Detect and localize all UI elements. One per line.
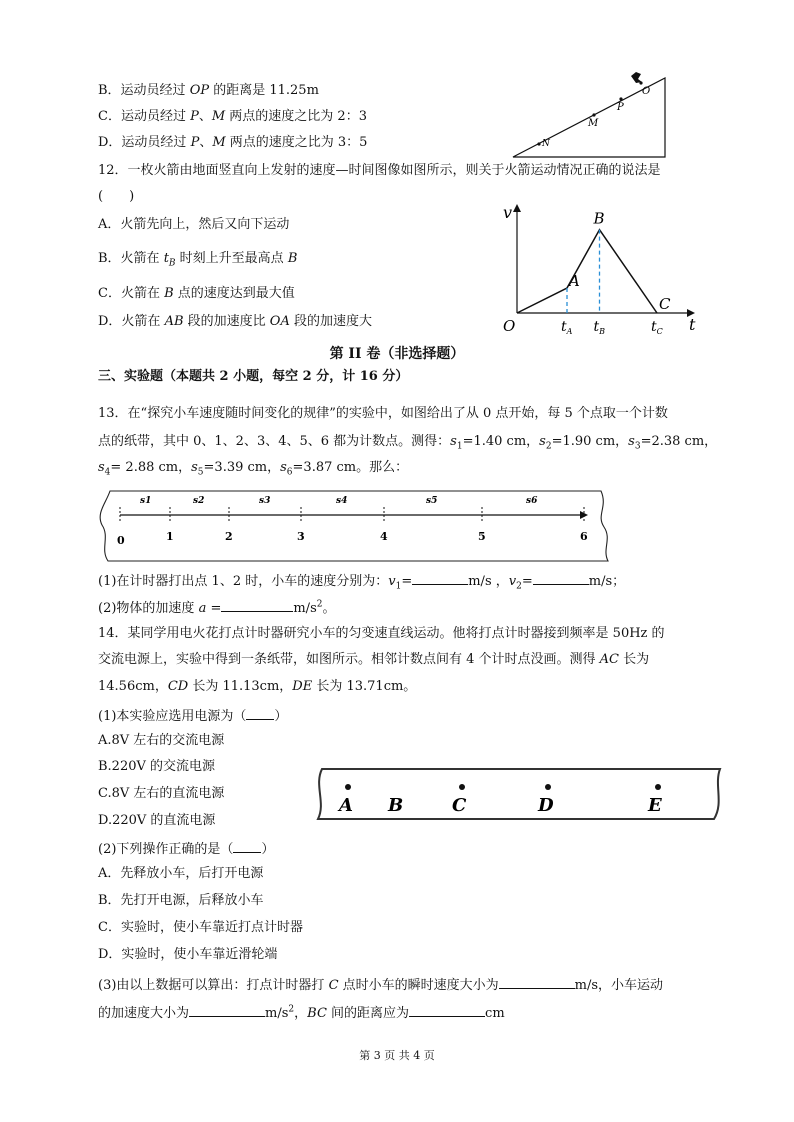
tick-label-tc: $t_C$ xyxy=(651,319,663,336)
segment-s6: s6 xyxy=(526,496,538,506)
q13-paper-tape xyxy=(96,487,616,565)
answer-blank-accel[interactable] xyxy=(189,1002,265,1017)
velocity-series-line xyxy=(517,230,657,313)
label-o: O xyxy=(642,86,651,97)
answer-blank-v1[interactable] xyxy=(412,570,468,585)
segment-s2: s2 xyxy=(193,496,205,506)
point-n xyxy=(537,142,540,145)
answer-blank-v2[interactable] xyxy=(533,570,589,585)
answer-blank-a[interactable] xyxy=(221,597,293,612)
v-axis-arrow xyxy=(513,204,521,212)
q13-sub1: (1)在计时器打出点 1、2 时，小车的速度分别为：$v_1= m/s$ ，$v_2= m/s$； xyxy=(98,570,625,591)
q14-line2: 交流电源上，实验中得到一条纸带，如图所示。相邻计数点间有 4 个计时点没画。测得 AC 长为 xyxy=(98,652,650,667)
q12-paren: ( ) xyxy=(98,189,135,204)
tape-point-2: 2 xyxy=(225,530,233,543)
q12-option-d: D．火箭在 AB 段的加速度比 OA 段的加速度大 xyxy=(98,314,372,329)
skier-icon xyxy=(631,72,642,83)
tape-point-5: 5 xyxy=(478,530,486,543)
tape-point-3: 3 xyxy=(297,530,305,543)
q14-line1: 14．某同学用电火花打点计时器研究小车的匀变速直线运动。他将打点计时器接到频率是 50Hz 的 xyxy=(98,626,665,641)
t-axis-label: t xyxy=(689,315,696,334)
tape-dot-d xyxy=(545,784,551,790)
q14-q1-option-b: B.220V 的交流电源 xyxy=(98,759,216,774)
q11-option-d: D．运动员经过 P、M 两点的速度之比为 3：5 xyxy=(98,135,368,150)
q12-option-b: B．火箭在 $t_B$ 时刻上升至最高点 B xyxy=(98,251,298,269)
tape-label-d: D xyxy=(538,795,554,816)
q14-q3-line1: (3)由以上数据可以算出：打点计时器打 C 点时小车的瞬时速度大小为 m/s，小车运动 xyxy=(98,974,663,995)
tick-label-tb: $t_B$ xyxy=(593,319,606,336)
tape-point-6: 6 xyxy=(580,530,588,543)
q14-q3-line2: 的加速度大小为 $m/s^2$，BC 间的距离应为 cm xyxy=(98,1002,505,1023)
point-label-o: O xyxy=(503,317,516,335)
q12-option-c: C．火箭在 B 点的速度达到最大值 xyxy=(98,286,295,301)
label-m: M xyxy=(588,118,599,129)
q14-paper-tape xyxy=(296,763,724,833)
tape-point-1: 1 xyxy=(166,530,174,543)
q14-q2-option-b: B．先打开电源，后释放小车 xyxy=(98,893,264,908)
q13-line2: 点的纸带，其中 0、1、2、3、4、5、6 都为计数点。测得：$s_1=1.40$ cm，$s_2=1.90$ cm，$s_3=2.38$ cm， xyxy=(98,434,718,452)
q14-q1-option-a: A.8V 左右的交流电源 xyxy=(98,733,225,748)
point-label-b: B xyxy=(593,209,605,228)
page-footer: 第 3 页 共 4 页 xyxy=(359,1049,435,1062)
q12-option-a: A．火箭先向上，然后又向下运动 xyxy=(98,217,290,232)
segment-s4: s4 xyxy=(336,496,348,506)
q14-q1-option-c: C.8V 左右的直流电源 xyxy=(98,786,225,801)
tape-label-a: A xyxy=(339,795,353,816)
velocity-time-chart xyxy=(495,200,705,340)
point-o xyxy=(639,81,642,84)
q14-q1: (1)本实验应选用电源为（ ） xyxy=(98,705,287,726)
answer-blank-q14-2[interactable] xyxy=(233,838,261,853)
q14-q2-option-c: C．实验时，使小车靠近打点计时器 xyxy=(98,920,303,935)
q12-stem: 12．一枚火箭由地面竖直向上发射的速度—时间图像如图所示，则关于火箭运动情况正确的说法是 xyxy=(98,163,661,178)
label-p: P xyxy=(617,102,624,113)
q14-q2-option-a: A．先释放小车，后打开电源 xyxy=(98,866,264,881)
segment-s5: s5 xyxy=(426,496,438,506)
v-axis-label: v xyxy=(503,203,513,222)
tick-label-ta: $t_A$ xyxy=(561,319,573,336)
point-p xyxy=(619,97,622,100)
tape-dot-e xyxy=(655,784,661,790)
tape-point-4: 4 xyxy=(380,530,388,543)
q14-q2: (2)下列操作正确的是（ ） xyxy=(98,838,274,859)
q11-option-c: C．运动员经过 P、M 两点的速度之比为 2：3 xyxy=(98,109,367,124)
point-label-a: A xyxy=(569,272,580,290)
part-two-title: 第 II 卷（非选择题） xyxy=(329,346,465,362)
ski-slope-figure xyxy=(505,70,675,160)
point-label-c: C xyxy=(659,295,671,313)
q14-q1-option-d: D.220V 的直流电源 xyxy=(98,813,216,828)
tape-dot-c xyxy=(459,784,465,790)
answer-blank-bc[interactable] xyxy=(409,1002,485,1017)
q13-line1: 13．在“探究小车速度随时间变化的规律”的实验中，如图给出了从 0 点开始，每 5 个点取一个计数 xyxy=(98,406,668,421)
q13-line3: $s_4= 2.88$ cm，$s_5=3.39$ cm，$s_6=3.87$ cm。那么： xyxy=(98,460,409,478)
q14-line3: 14.56cm，CD 长为 11.13cm，DE 长为 13.71cm。 xyxy=(98,679,417,694)
segment-s1: s1 xyxy=(140,496,152,506)
tape-point-0: 0 xyxy=(117,534,125,547)
tape-dot-a xyxy=(345,784,351,790)
tape-label-b: B xyxy=(388,795,404,816)
point-m xyxy=(592,113,595,116)
q14-q2-option-d: D．实验时，使小车靠近滑轮端 xyxy=(98,947,278,962)
q11-option-b: B．运动员经过 OP 的距离是 11.25m xyxy=(98,83,319,98)
segment-s3: s3 xyxy=(259,496,271,506)
tape-label-c: C xyxy=(452,795,467,816)
section-three-heading: 三、实验题（本题共 2 小题，每空 2 分，计 16 分） xyxy=(98,369,409,384)
label-n: N xyxy=(542,139,550,149)
q13-sub2: (2)物体的加速度 $a = m/s^2$。 xyxy=(98,597,336,618)
answer-blank-q14-1[interactable] xyxy=(246,705,274,720)
tape-label-e: E xyxy=(648,795,662,816)
answer-blank-vc[interactable] xyxy=(499,974,575,989)
